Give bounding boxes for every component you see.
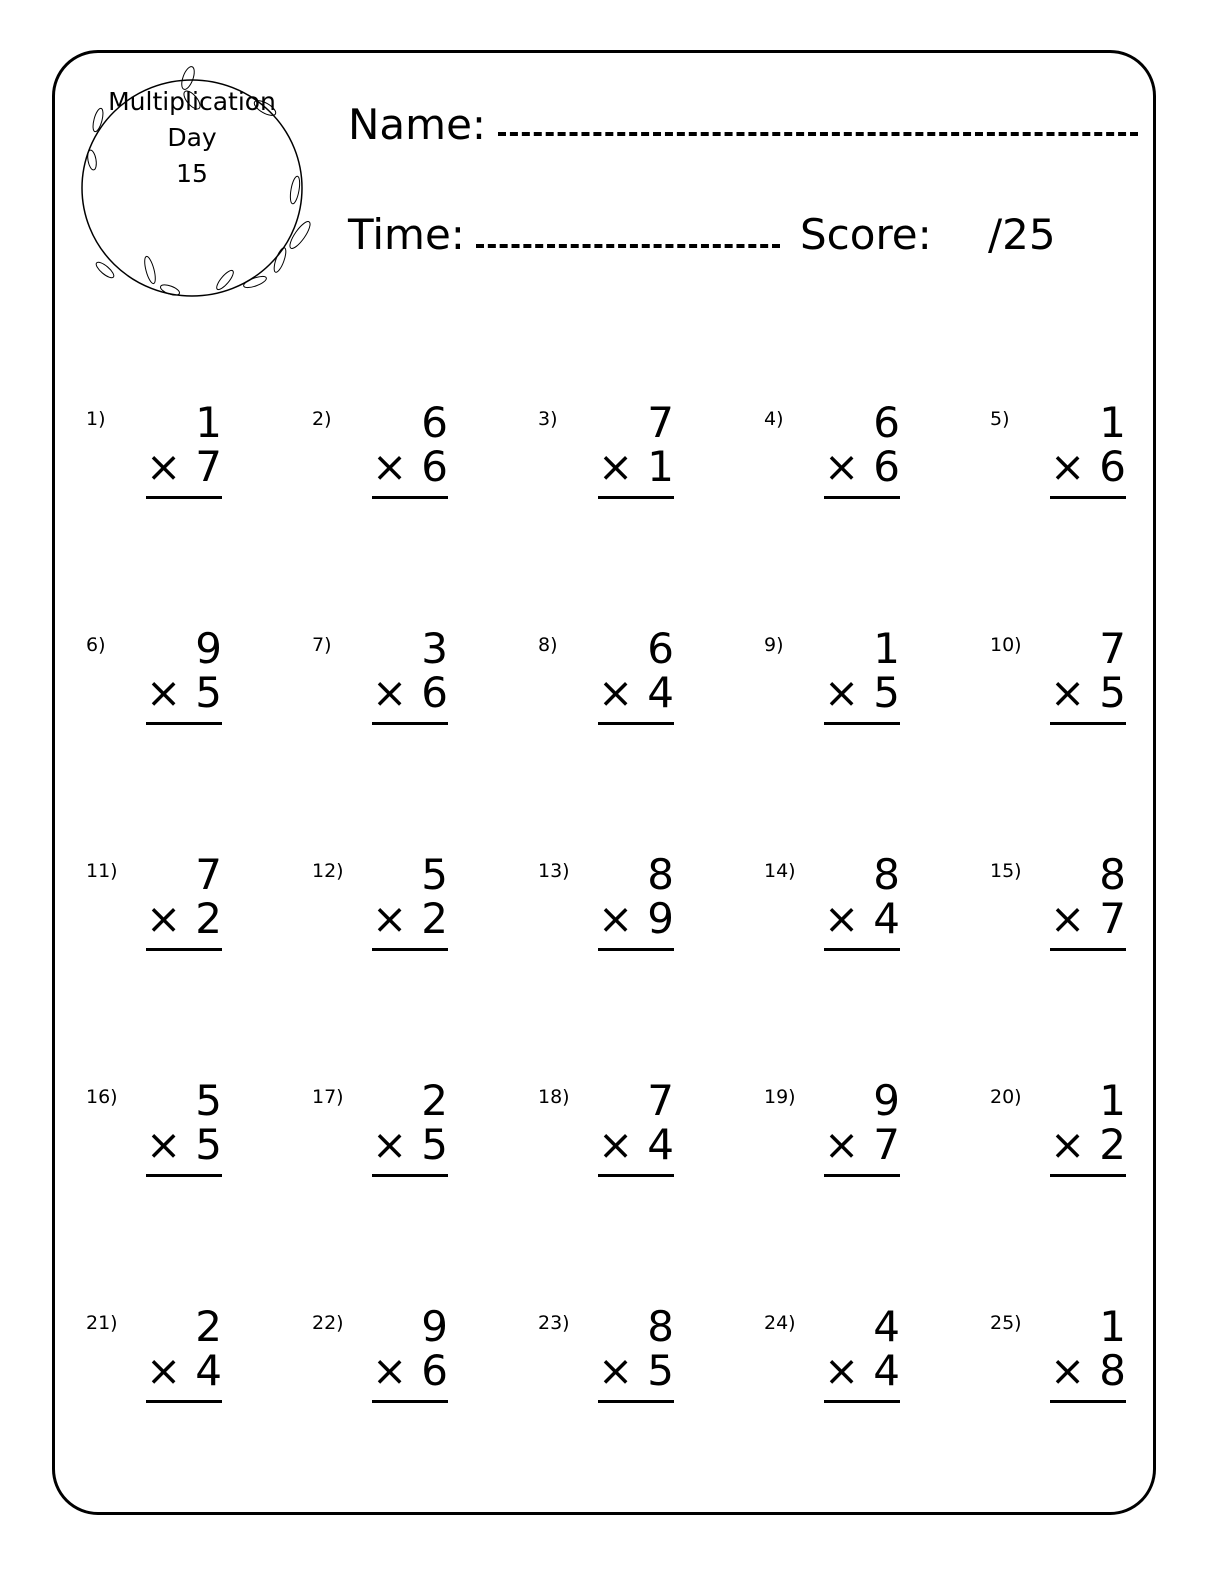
problem-6 [86, 624, 312, 774]
problem-2 [312, 398, 538, 548]
answer-line[interactable] [598, 496, 674, 499]
multiply-sign: × [598, 894, 634, 943]
answer-line[interactable] [372, 1174, 448, 1177]
multiply-sign: × [1050, 894, 1086, 943]
problem-number: 17) [312, 1086, 344, 1108]
multiplicand: 7 [1099, 624, 1126, 673]
multiplicand: 9 [195, 624, 222, 673]
answer-line[interactable] [372, 722, 448, 725]
multiply-sign: × [372, 442, 408, 491]
multiply-sign: × [824, 442, 860, 491]
problem-number: 11) [86, 860, 118, 882]
multiplier: 5 [647, 1346, 674, 1395]
multiply-sign: × [1050, 1346, 1086, 1395]
problem-21 [86, 1302, 312, 1452]
multiply-sign: × [824, 668, 860, 717]
problem-number: 7) [312, 634, 332, 656]
multiplicand: 3 [421, 624, 448, 673]
answer-line[interactable] [372, 948, 448, 951]
answer-line[interactable] [146, 948, 222, 951]
problem-15 [990, 850, 1216, 1000]
answer-line[interactable] [146, 496, 222, 499]
problem-number: 2) [312, 408, 332, 430]
multiply-sign: × [598, 442, 634, 491]
problem-7 [312, 624, 538, 774]
problem-number: 1) [86, 408, 106, 430]
multiplier: 8 [1099, 1346, 1126, 1395]
problem-1 [86, 398, 312, 548]
problem-4 [764, 398, 990, 548]
multiplier: 2 [421, 894, 448, 943]
multiplicand: 7 [195, 850, 222, 899]
name-label: Name: [348, 100, 487, 149]
problem-22 [312, 1302, 538, 1452]
problem-19 [764, 1076, 990, 1226]
multiply-sign: × [372, 1346, 408, 1395]
problem-number: 25) [990, 1312, 1022, 1334]
multiplicand: 6 [647, 624, 674, 673]
multiply-sign: × [372, 894, 408, 943]
multiplier: 4 [647, 1120, 674, 1169]
multiply-sign: × [824, 1346, 860, 1395]
problem-3 [538, 398, 764, 548]
multiplier: 6 [421, 1346, 448, 1395]
multiply-sign: × [146, 668, 182, 717]
multiplier: 9 [647, 894, 674, 943]
answer-line[interactable] [1050, 496, 1126, 499]
multiplicand: 1 [1099, 398, 1126, 447]
problem-24 [764, 1302, 990, 1452]
answer-line[interactable] [146, 1400, 222, 1403]
multiplicand: 1 [1099, 1076, 1126, 1125]
problem-11 [86, 850, 312, 1000]
multiplier: 1 [647, 442, 674, 491]
multiplier: 6 [873, 442, 900, 491]
problem-25 [990, 1302, 1216, 1452]
problem-number: 10) [990, 634, 1022, 656]
answer-line[interactable] [824, 1174, 900, 1177]
problem-number: 20) [990, 1086, 1022, 1108]
multiplicand: 6 [873, 398, 900, 447]
answer-line[interactable] [824, 948, 900, 951]
problem-5 [990, 398, 1216, 548]
multiplier: 2 [195, 894, 222, 943]
problem-number: 3) [538, 408, 558, 430]
problem-14 [764, 850, 990, 1000]
problem-16 [86, 1076, 312, 1226]
multiply-sign: × [146, 1120, 182, 1169]
multiplier: 6 [1099, 442, 1126, 491]
problem-23 [538, 1302, 764, 1452]
problem-number: 4) [764, 408, 784, 430]
multiplier: 4 [873, 1346, 900, 1395]
multiplier: 7 [873, 1120, 900, 1169]
badge-day-number: 15 [176, 159, 208, 188]
answer-line[interactable] [1050, 722, 1126, 725]
problem-number: 9) [764, 634, 784, 656]
multiply-sign: × [372, 668, 408, 717]
multiply-sign: × [598, 668, 634, 717]
problem-number: 24) [764, 1312, 796, 1334]
multiplier: 5 [195, 668, 222, 717]
problem-18 [538, 1076, 764, 1226]
answer-line[interactable] [598, 722, 674, 725]
answer-line[interactable] [146, 722, 222, 725]
problem-9 [764, 624, 990, 774]
multiply-sign: × [1050, 668, 1086, 717]
problem-number: 8) [538, 634, 558, 656]
multiplier: 5 [1099, 668, 1126, 717]
answer-line[interactable] [372, 496, 448, 499]
score-total: /25 [988, 210, 1056, 259]
problem-number: 14) [764, 860, 796, 882]
problem-number: 22) [312, 1312, 344, 1334]
multiply-sign: × [146, 894, 182, 943]
multiplier: 5 [421, 1120, 448, 1169]
multiply-sign: × [598, 1346, 634, 1395]
multiplicand: 9 [421, 1302, 448, 1351]
multiplicand: 5 [421, 850, 448, 899]
multiplicand: 4 [873, 1302, 900, 1351]
answer-line[interactable] [372, 1400, 448, 1403]
multiplier: 2 [1099, 1120, 1126, 1169]
multiplicand: 8 [873, 850, 900, 899]
name-field[interactable] [498, 132, 1138, 136]
multiplier: 5 [873, 668, 900, 717]
problem-number: 13) [538, 860, 570, 882]
answer-line[interactable] [824, 722, 900, 725]
answer-line[interactable] [824, 1400, 900, 1403]
problem-number: 23) [538, 1312, 570, 1334]
answer-line[interactable] [1050, 1400, 1126, 1403]
answer-line[interactable] [598, 948, 674, 951]
problem-13 [538, 850, 764, 1000]
multiplicand: 1 [195, 398, 222, 447]
multiply-sign: × [146, 1346, 182, 1395]
multiplicand: 2 [195, 1302, 222, 1351]
badge-day: Day [167, 123, 217, 152]
multiplier: 4 [647, 668, 674, 717]
answer-line[interactable] [1050, 1174, 1126, 1177]
problem-12 [312, 850, 538, 1000]
problem-number: 12) [312, 860, 344, 882]
multiplicand: 7 [647, 1076, 674, 1125]
problem-10 [990, 624, 1216, 774]
problem-number: 19) [764, 1086, 796, 1108]
problem-number: 21) [86, 1312, 118, 1334]
multiplicand: 8 [647, 850, 674, 899]
problem-number: 5) [990, 408, 1010, 430]
problem-number: 15) [990, 860, 1022, 882]
multiplier: 4 [195, 1346, 222, 1395]
problem-17 [312, 1076, 538, 1226]
problem-number: 6) [86, 634, 106, 656]
answer-line[interactable] [1050, 948, 1126, 951]
multiplier: 7 [195, 442, 222, 491]
multiplier: 6 [421, 668, 448, 717]
score-label: Score: [800, 210, 932, 259]
answer-line[interactable] [824, 496, 900, 499]
multiplicand: 8 [1099, 850, 1126, 899]
multiplicand: 9 [873, 1076, 900, 1125]
multiply-sign: × [824, 894, 860, 943]
multiply-sign: × [1050, 1120, 1086, 1169]
problem-8 [538, 624, 764, 774]
problem-20 [990, 1076, 1216, 1226]
multiplicand: 6 [421, 398, 448, 447]
answer-line[interactable] [146, 1174, 222, 1177]
answer-line[interactable] [598, 1400, 674, 1403]
time-label: Time: [348, 210, 465, 259]
time-field[interactable] [476, 244, 780, 248]
multiplier: 4 [873, 894, 900, 943]
answer-line[interactable] [598, 1174, 674, 1177]
multiplicand: 5 [195, 1076, 222, 1125]
multiplier: 5 [195, 1120, 222, 1169]
badge-title: Multiplication [108, 87, 276, 116]
multiply-sign: × [372, 1120, 408, 1169]
multiplicand: 8 [647, 1302, 674, 1351]
multiply-sign: × [824, 1120, 860, 1169]
multiply-sign: × [146, 442, 182, 491]
multiplier: 7 [1099, 894, 1126, 943]
multiplicand: 2 [421, 1076, 448, 1125]
multiplicand: 1 [873, 624, 900, 673]
multiply-sign: × [598, 1120, 634, 1169]
problem-number: 18) [538, 1086, 570, 1108]
multiply-sign: × [1050, 442, 1086, 491]
multiplicand: 1 [1099, 1302, 1126, 1351]
multiplier: 6 [421, 442, 448, 491]
multiplicand: 7 [647, 398, 674, 447]
problem-number: 16) [86, 1086, 118, 1108]
